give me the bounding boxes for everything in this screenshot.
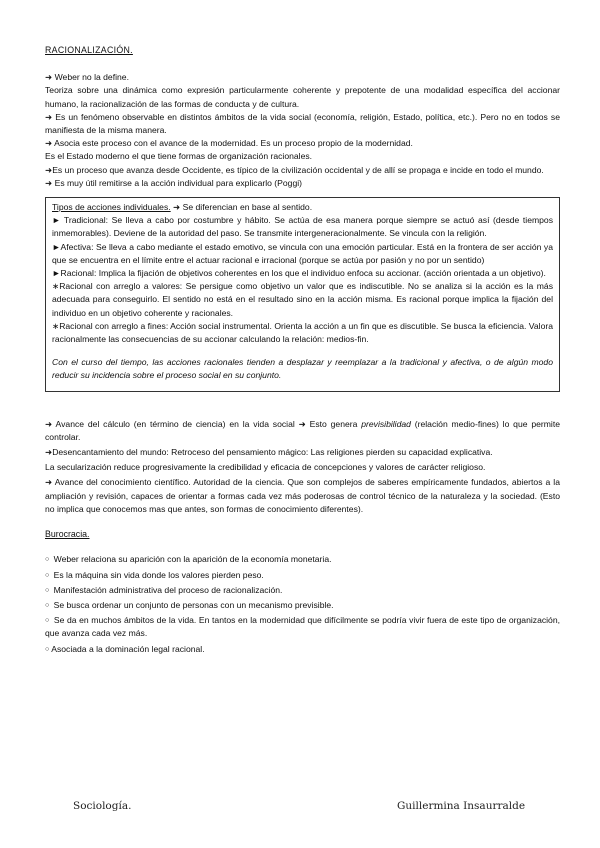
circle-bullet-icon: ○ (45, 571, 50, 579)
section2-p2: ➜Desencantamiento del mundo: Retroceso del pensamiento mágico: Las religiones pierden su capacidad explicativa. (45, 447, 493, 458)
action-type-item: ►Racional: Implica la fijación de objetivos coherentes en los que el individuo enfoca su accionar. (acción orientada a un objetivo). (52, 268, 546, 279)
section2-p4: ➜ Avance del conocimiento científico. Autoridad de la ciencia. Que son complejos de saberes empíricamente fundados, abiertos a la ampliación y revisión, capaces de orientar a formas cada vez más poderosas de control técnico de la naturaleza y la sociedad. (Esto no implica que conocemos mas que antes, son formas de conocimiento diferentes). (45, 477, 560, 514)
circle-bullet-icon: ○ (45, 556, 50, 564)
box-heading (52, 201, 553, 214)
document-page (45, 44, 560, 658)
intro-line: Es el Estado moderno el que tiene formas de organización racionales. (45, 151, 313, 162)
section-2 (45, 418, 560, 516)
box-heading-rest: ➜ Se diferencian en base al sentido. (170, 202, 313, 213)
action-type-item: ► Tradicional: Se lleva a cabo por costumbre y hábito. Se actúa de esa manera porque siempre se actuó así (desde tiempos inmemorables). Deviene de la autoridad del paso. Se transmite intergeneracionalmente. Se vincula con la religión. (52, 215, 553, 239)
intro-line: ➜Es un proceso que avanza desde Occidente, es típico de la civilización occidental y de allí se propaga e incide en todo el mundo. (45, 164, 544, 175)
action-type-item: ∗Racional con arreglo a fines: Acción social instrumental. Orienta la acción a un fin que es discutible. Se busca la eficiencia. Valora racionalmente las consecuencias de su accionar calculando la relación: medios-fin. (52, 320, 553, 345)
section2-p1 (45, 418, 560, 444)
burocracia-list (45, 553, 560, 655)
list-item (45, 553, 560, 566)
action-types-box (45, 197, 560, 392)
list-item-text: Weber relaciona su aparición con la aparición de la economía monetaria. (53, 554, 332, 565)
list-item-text: Se da en muchos ámbitos de la vida. En tantos en la modernidad que difícilmente se podría vivir fuera de este tipo de organización, que avanza cada vez más. (45, 615, 560, 639)
intro-line: ➜ Weber no la define. (45, 72, 129, 83)
list-item (45, 643, 560, 656)
section2-p1-c: (relación medio-fines) lo que permite controlar. (45, 418, 560, 442)
section2-p1-a: ➜ Avance del cálculo (en término de ciencia) en la vida social ➜ Esto genera (45, 418, 362, 429)
burocracia-title: Burocracia. (45, 529, 90, 540)
circle-bullet-icon: ○ (45, 645, 50, 653)
spacer (52, 346, 553, 356)
intro-line: Teoriza sobre una dinámica como expresión particularmente coherente y prepotente de una modalidad específica del accionar humano, la racionalización de las formas de conducta y de cultura. (45, 85, 560, 109)
footer-subject: Sociología. (73, 800, 132, 812)
page-title: RACIONALIZACIÓN. (45, 45, 133, 55)
section2-p3: La secularización reduce progresivamente la credibilidad y eficacia de concepciones y valores de carácter religioso. (45, 462, 486, 473)
intro-line: ➜ Asocia este proceso con el avance de la modernidad. Es un proceso propio de la modernidad. (45, 138, 413, 149)
circle-bullet-icon: ○ (45, 617, 50, 625)
circle-bullet-icon: ○ (45, 601, 50, 609)
list-item-text: Se busca ordenar un conjunto de personas con un mecanismo previsible. (53, 599, 334, 610)
list-item-text: Es la máquina sin vida donde los valores pierden peso. (53, 569, 264, 580)
list-item (45, 614, 560, 640)
action-type-item: ∗Racional con arreglo a valores: Se persigue como objetivo un valor que es indiscutible. No se analiza si la acción es la más adecuada para conseguirlo. El sentido no está en el resultado sino en la acción misma. Es racional porque implica la fijación del individuo en un objetivo coherente y racionales. (52, 281, 553, 318)
box-heading-title: Tipos de acciones individuales. (52, 202, 171, 213)
circle-bullet-icon: ○ (45, 586, 50, 594)
box-closing-note: Con el curso del tiempo, las acciones racionales tienden a desplazar y reemplazar a la tradicional y afectiva, o de algún modo reducir su incidencia sobre el proceso social en su conjunto. (52, 357, 553, 381)
list-item-text: Manifestación administrativa del proceso de racionalización. (53, 584, 283, 595)
footer-author: Guillermina Insaurralde (397, 800, 526, 812)
section2-p1-emphasis: previsibilidad (361, 418, 411, 429)
intro-line: ➜ Es muy útil remitirse a la acción individual para explicarlo (Poggi) (45, 177, 303, 188)
action-type-item: ►Afectiva: Se lleva a cabo mediante el estado emotivo, se vincula con una emoción particular. Está en la frontera de ser acción ya que se encuentra en el límite entre el actuar racional e irracional (porque se actúa por pasión y no por un sentido) (52, 241, 553, 265)
list-item (45, 584, 560, 597)
intro-section (45, 71, 560, 190)
list-item (45, 599, 560, 612)
list-item (45, 569, 560, 582)
list-item-text: Asociada a la dominación legal racional. (51, 643, 205, 654)
intro-line: ➜ Es un fenómeno observable en distintos ámbitos de la vida social (economía, religión, Estado, política, etc.). Pero no en todos se manifiesta de la misma manera. (45, 111, 560, 136)
